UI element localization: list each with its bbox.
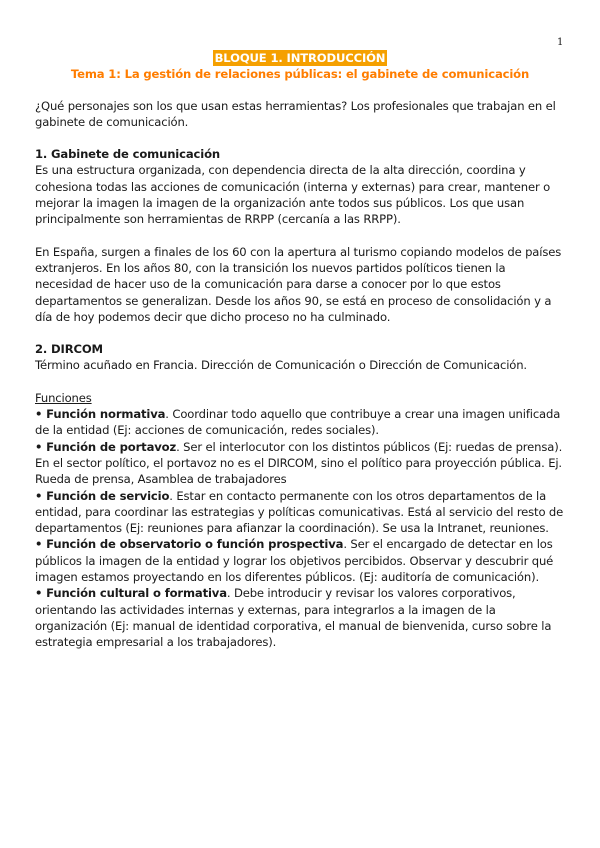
functions-section: [35, 390, 565, 651]
section-paragraph: Término acuñado en Francia. Dirección de Comunicación o Dirección de Comunicación.: [35, 358, 527, 373]
section-heading: 1. Gabinete de comunicación: [35, 147, 220, 162]
topic-title: Tema 1: La gestión de relaciones públicas: el gabinete de comunicación: [70, 67, 530, 82]
intro-paragraph: ¿Qué personajes son los que usan estas herramientas? Los profesionales que trabajan en el gabinete de comunicación.: [35, 98, 556, 129]
functions-heading: Funciones: [35, 390, 92, 405]
function-name: • Función normativa: [35, 407, 166, 422]
function-item: [35, 585, 565, 650]
function-name: • Función cultural o formativa: [35, 586, 227, 601]
function-name: • Función de observatorio o función prospectiva: [35, 537, 344, 552]
block-title: BLOQUE 1. INTRODUCCIÓN: [214, 51, 386, 65]
function-item: [35, 406, 565, 439]
document-header: [35, 50, 565, 83]
function-name: • Función de servicio: [35, 488, 170, 503]
function-item: [35, 536, 565, 585]
function-description: . Coordinar todo aquello que contribuye a crear una imagen unificada de la entidad (Ej: acciones de comunicación, redes sociales).: [35, 407, 561, 438]
document-body: [35, 50, 565, 651]
section-heading: 2. DIRCOM: [35, 342, 103, 357]
function-description: . Estar en contacto permanente con los otros departamentos de la entidad, para coordinar las estrategias y políticas comunicativas. Está al servicio del resto de departamentos (Ej: reuniones para afianzar la coordinación). Se usa la Intranet, reuniones.: [35, 488, 564, 536]
section-paragraph: En España, surgen a finales de los 60 con la apertura al turismo copiando modelos de países extranjeros. En los años 80, con la transición los nuevos partidos políticos tienen la necesidad de hacer uso de la comunicación para darse a conocer por lo que estos departamentos se generalizan. Desde los años 90, se está en proceso de consolidación y a día de hoy podemos decir que dicho proceso no ha culminado.: [35, 244, 562, 324]
section-gabinete: [35, 146, 565, 325]
function-item: [35, 439, 565, 488]
section-paragraph: Es una estructura organizada, con dependencia directa de la alta dirección, coordina y cohesiona todas las acciones de comunicación (interna y externas) para crear, mantener o mejorar la imagen la imagen de la organización ante todos sus públicos. Los que usan principalmente son herramientas de RRPP (cercanía a las RRPP).: [35, 163, 551, 227]
function-name: • Función de portavoz: [35, 439, 177, 454]
function-description: . Debe introducir y revisar los valores corporativos, orientando las actividades internas y externas, para integrarlos a la imagen de la organización (Ej: manual de identidad corporativa, el manual de bienvenida, curso sobre la estrategia empresarial a los trabajadores).: [35, 586, 552, 650]
function-description: . Ser el interlocutor con los distintos públicos (Ej: ruedas de prensa). En el sector político, el portavoz no es el DIRCOM, sino el político para proyección pública. Ej. Rueda de prensa, Asamblea de trabajadores: [35, 439, 563, 487]
function-item: [35, 488, 565, 537]
page-number: 1: [557, 37, 564, 48]
function-description: . Ser el encargado de detectar en los públicos la imagen de la entidad y lograr los objetivos percibidos. Observar y descubrir qué imagen estamos proyectando en los diferentes públicos. (Ej: auditoría de comunicación).: [35, 537, 554, 585]
section-dircom: [35, 341, 565, 374]
